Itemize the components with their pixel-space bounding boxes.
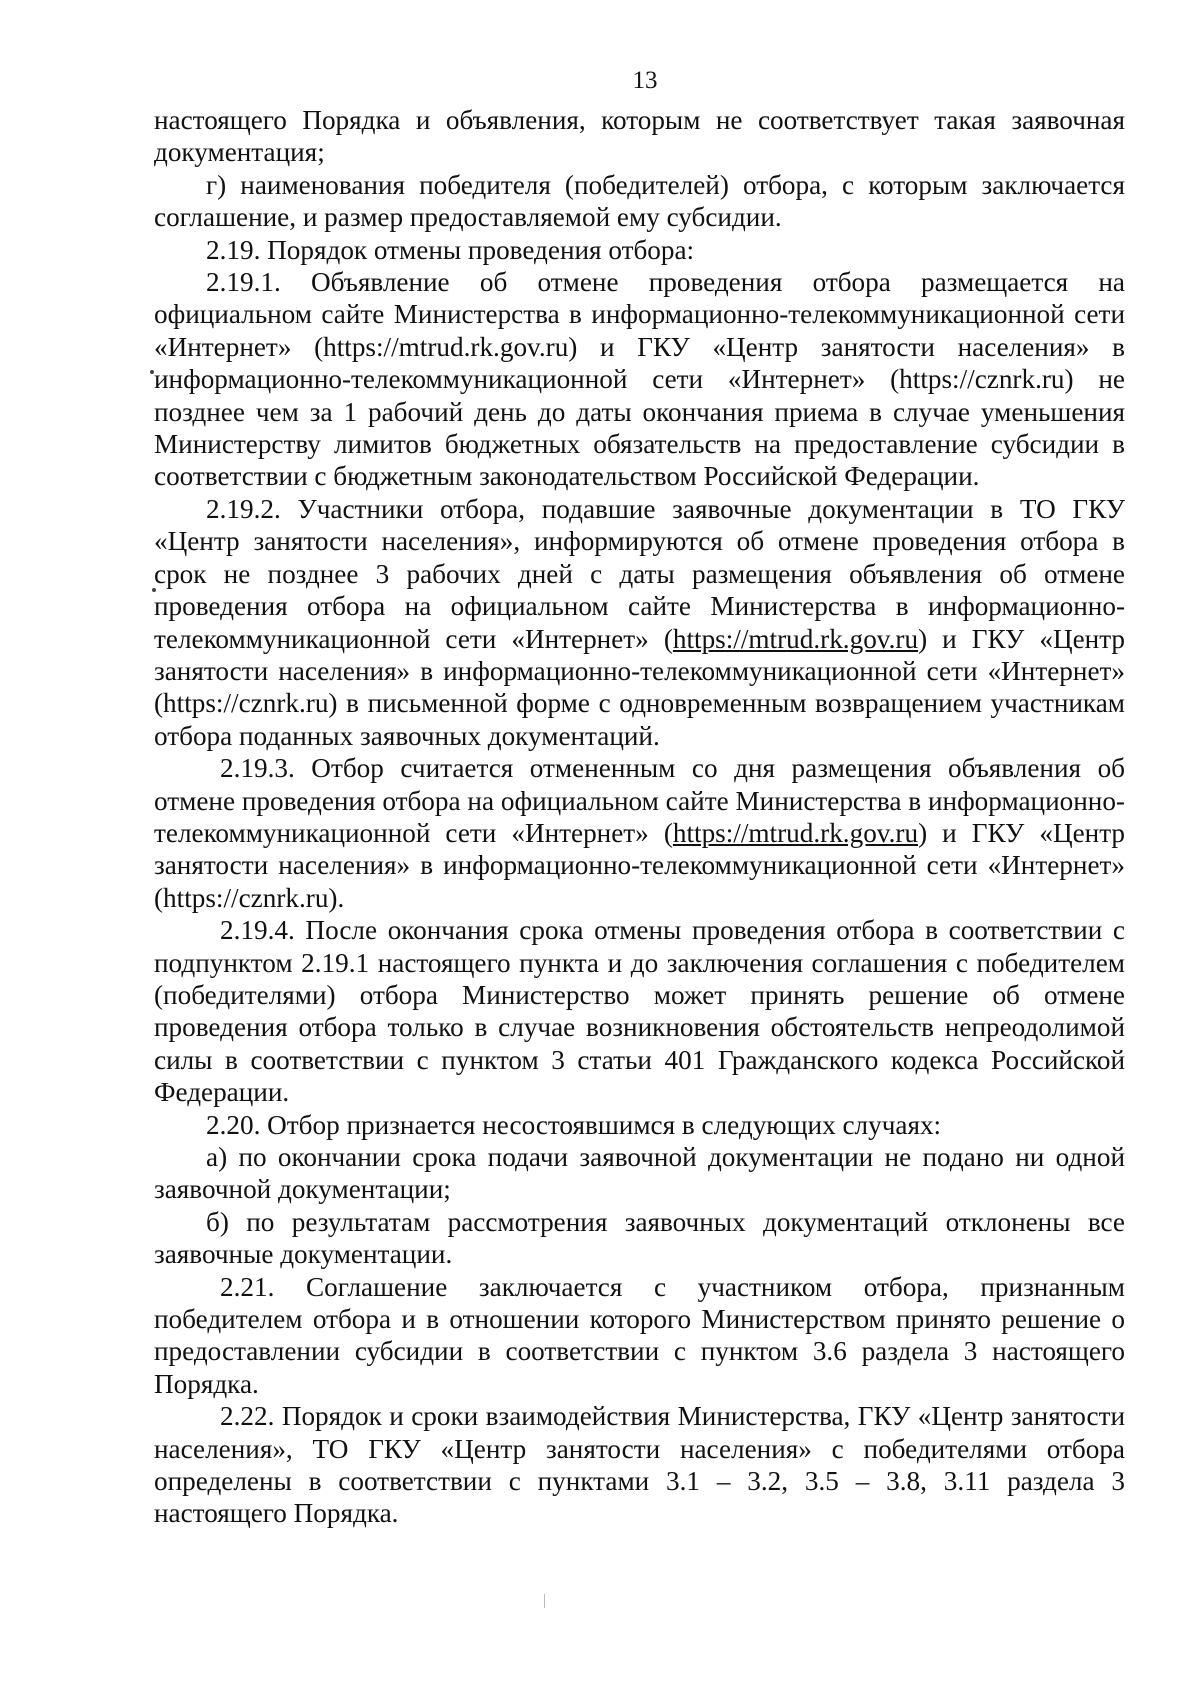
paragraph-2-21: 2.21. Соглашение заключается с участником отбора, признанным победителем отбора и в отношении которого Министерством принято решение о предоставлении субсидии в соответствии с пунктом 3.6 раздела 3 настоящего Порядка. [154,1271,1125,1399]
paragraph-2-19-1: 2.19.1. Объявление об отмене проведения отбора размещается на официальном сайте Министерства в информационно-телекоммуникационной сети «Интернет» (https://mtrud.rk.gov.ru) и ГКУ «Центр занятости населения» в информационно-телекоммуникационной сети «Интернет» (https://cznrk.ru) не позднее чем за 1 рабочий день до даты окончания приема в случае уменьшения Министерству лимитов бюджетных обязательств на предоставление субсидии в соответствии с бюджетным законодательством Российской Федерации. [154,267,1125,492]
paragraph-item-g: г) наименования победителя (победителей) отбора, с которым заключается соглашение, и размер предоставляемой ему субсидии. [154,169,1125,233]
paragraph-2-19-4: 2.19.4. После окончания срока отмены проведения отбора в соответствии с подпунктом 2.19.1 настоящего пункта и до заключения соглашения с победителем (победителями) отбора Министерство может принять решение об отмене проведения отбора только в случае возникновения обстоятельств непреодолимой силы в соответствии с пунктом 3 статьи 401 Гражданского кодекса Российской Федерации. [154,915,1125,1108]
paragraph-2-19-2 [154,493,1125,752]
page-number: 13 [632,67,658,94]
paragraph-item-b: б) по результатам рассмотрения заявочных документаций отклонены все заявочные документации. [154,1206,1125,1270]
paragraph-2-19: 2.19. Порядок отмены проведения отбора: [206,234,695,265]
paragraph-continuation: настоящего Порядка и объявления, которым не соответствует такая заявочная документация; [154,105,1125,168]
paragraph-text: ) и ГКУ «Центр занятости населения» в информационно-телекоммуникационной сети «Интернет» (https://cznrk.ru) в письменной форме с одновременным возвращением участникам отбора поданных заявочных документаций. [154,623,1125,751]
paragraph-text: 2.19.2. Участники отбора, подавшие заявочные документации в ТО ГКУ «Центр занятости населения», информируются об отмене проведения отбора в срок не позднее 3 рабочих дней с даты размещения объявления об отмене проведения отбора на официальном сайте Министерства в информационно-телекоммуникационной сети «Интернет» ( [154,493,1125,654]
scan-mark [544,1594,545,1608]
paragraph-2-22: 2.22. Порядок и сроки взаимодействия Министерства, ГКУ «Центр занятости населения», ТО ГКУ «Центр занятости населения» с победителями отбора определены в соответствии с пунктами 3.1 – 3.2, 3.5 – 3.8, 3.11 раздела 3 настоящего Порядка. [154,1401,1125,1529]
paragraph-item-a: а) по окончании срока подачи заявочной документации не подано ни одной заявочной документации; [154,1142,1125,1205]
document-body [154,104,1125,1530]
paragraph-text: 2.19.3. Отбор считается отмененным со дня размещения объявления об отмене проведения отбора на официальном сайте Министерства в информационно-телекоммуникационной сети «Интернет» ( [154,753,1125,848]
paragraph-2-20: 2.20. Отбор признается несостоявшимся в следующих случаях: [206,1109,942,1140]
mtrud-link[interactable]: https://mtrud.rk.gov.ru [672,623,919,654]
paragraph-text: ) и ГКУ «Центр занятости населения» в информационно-телекоммуникационной сети «Интернет» (https://cznrk.ru). [154,817,1125,913]
mtrud-link[interactable]: https://mtrud.rk.gov.ru [672,817,919,848]
paragraph-2-19-3 [154,752,1125,914]
